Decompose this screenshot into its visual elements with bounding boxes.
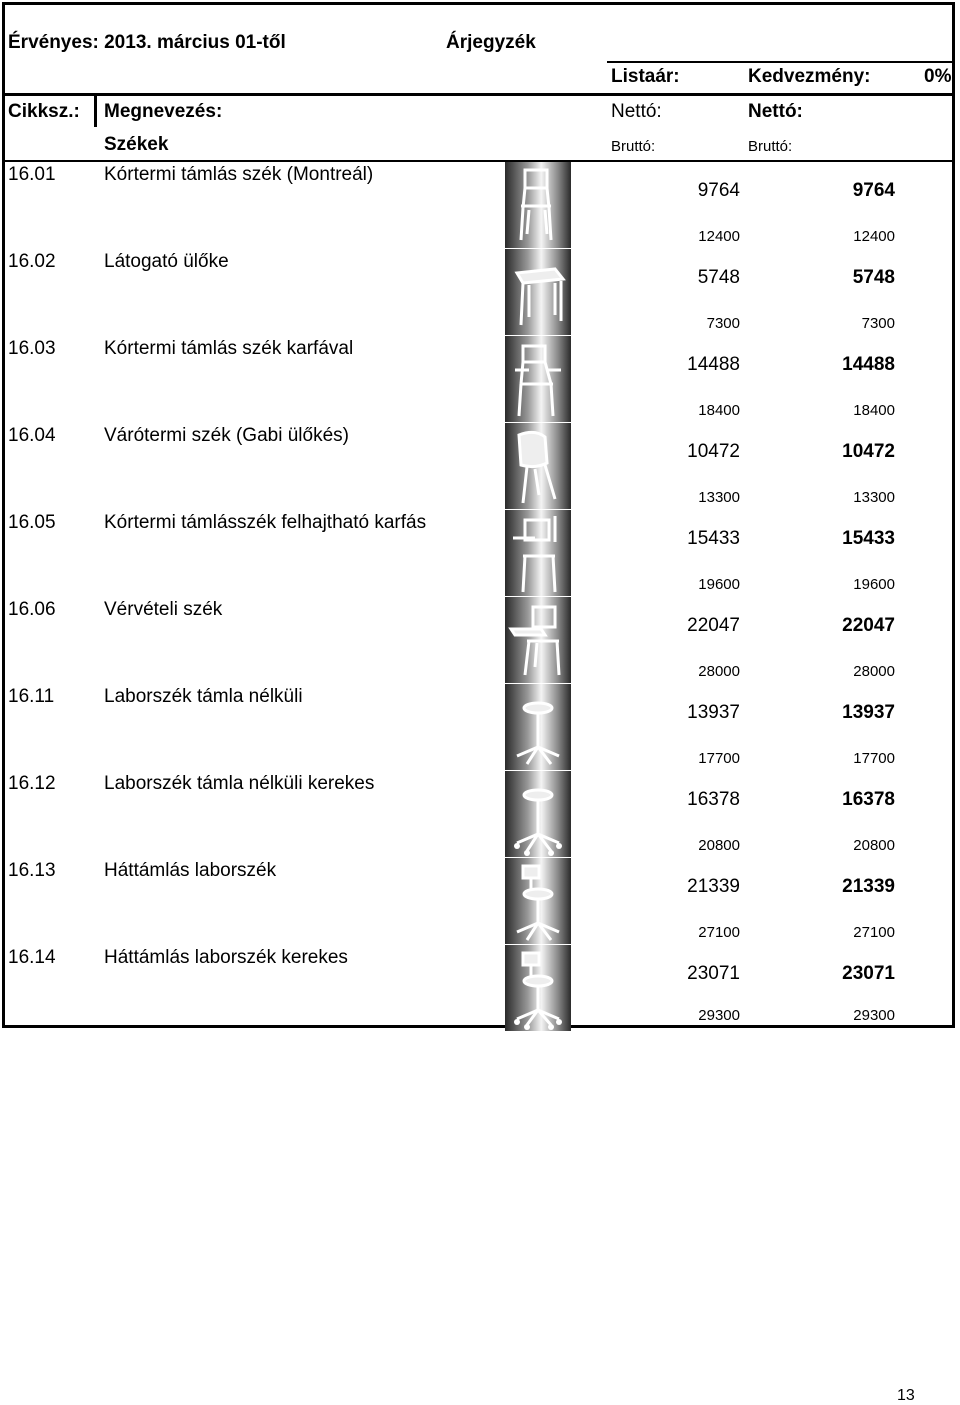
item-code: 16.03 [8,338,56,359]
chair-icon [505,162,571,248]
net-list-price: 23071 [687,963,740,984]
list-price-label: Listaár: [611,66,680,87]
header-divider [2,93,955,96]
item-name: Látogató ülőke [104,251,229,272]
item-name: Vérvételi szék [104,599,223,620]
item-code: 16.02 [8,251,56,272]
net-discount-price: 13937 [842,702,895,723]
gross-discount-price: 17700 [853,750,895,767]
item-name: Háttámlás laborszék [104,860,277,881]
item-name: Várótermi szék (Gabi ülőkés) [104,425,349,446]
code-column-divider [94,93,97,127]
gross-list-price: 19600 [698,576,740,593]
gross-discount-price: 18400 [853,402,895,419]
net-discount-price: 23071 [842,963,895,984]
net-list-price: 14488 [687,354,740,375]
gross-list-price: 18400 [698,402,740,419]
net-list-header: Nettó: [611,101,662,122]
net-discount-price: 5748 [852,267,895,288]
item-code: 16.12 [8,773,56,794]
discount-label: Kedvezmény: [748,66,871,87]
item-name: Kórtermi támlásszék felhajtható karfás [104,512,427,533]
header-bottom-divider [2,160,955,162]
armchair-icon [505,336,571,422]
item-code: 16.06 [8,599,56,620]
gross-discount-price: 12400 [853,228,895,245]
lab-chair-wheels-icon [505,945,571,1031]
gross-discount-price: 27100 [853,924,895,941]
gross-discount-price: 20800 [853,837,895,854]
net-discount-price: 15433 [842,528,895,549]
net-discount-price: 9764 [852,180,895,201]
net-discount-price: 16378 [842,789,895,810]
gross-discount-price: 13300 [853,489,895,506]
gross-discount-price: 28000 [853,663,895,680]
gross-list-price: 12400 [698,228,740,245]
gross-discount-price: 29300 [853,1007,895,1024]
gross-discount-price: 19600 [853,576,895,593]
net-list-price: 22047 [687,615,740,636]
item-code: 16.11 [8,686,55,707]
gross-list-header: Bruttó: [611,138,656,155]
gross-list-price: 28000 [698,663,740,680]
net-list-price: 13937 [687,702,740,723]
item-name: Háttámlás laborszék kerekes [104,947,348,968]
item-code: 16.05 [8,512,56,533]
lab-stool-icon [505,684,571,770]
net-list-price: 16378 [687,789,740,810]
document-title: Árjegyzék [446,32,536,53]
gross-list-price: 7300 [706,315,740,332]
blood-draw-chair-icon [505,597,571,683]
item-code: 16.13 [8,860,56,881]
net-list-price: 5748 [697,267,740,288]
gross-list-price: 13300 [698,489,740,506]
item-code: 16.04 [8,425,56,446]
item-name: Kórtermi támlás szék karfával [104,338,354,359]
gross-list-price: 17700 [698,750,740,767]
item-code: 16.14 [8,947,56,968]
net-discount-price: 10472 [842,441,895,462]
shell-chair-icon [505,423,571,509]
net-discount-price: 22047 [842,615,895,636]
net-discount-header: Nettó: [748,101,803,122]
stool-icon [505,249,571,335]
item-name: Kórtermi támlás szék (Montreál) [104,164,374,185]
item-name: Laborszék támla nélküli [104,686,303,707]
net-list-price: 9764 [697,180,740,201]
net-discount-price: 14488 [842,354,895,375]
gross-list-price: 29300 [698,1007,740,1024]
item-name: Laborszék támla nélküli kerekes [104,773,375,794]
gross-list-price: 27100 [698,924,740,941]
category-title: Székek [104,134,169,155]
net-list-price: 10472 [687,441,740,462]
net-list-price: 15433 [687,528,740,549]
item-code: 16.01 [8,164,56,185]
gross-discount-price: 7300 [861,315,895,332]
header-top-divider [607,61,955,63]
gross-list-price: 20800 [698,837,740,854]
folding-arm-chair-icon [505,510,571,596]
name-column-header: Megnevezés: [104,101,223,122]
code-column-header: Cikksz.: [8,101,80,122]
validity-date: Érvényes: 2013. március 01-től [8,32,286,53]
gross-discount-header: Bruttó: [748,138,793,155]
net-discount-price: 21339 [842,876,895,897]
lab-stool-wheels-icon [505,771,571,857]
page-number: 13 [897,1387,915,1404]
discount-value: 0% [924,66,952,87]
lab-chair-icon [505,858,571,944]
net-list-price: 21339 [687,876,740,897]
